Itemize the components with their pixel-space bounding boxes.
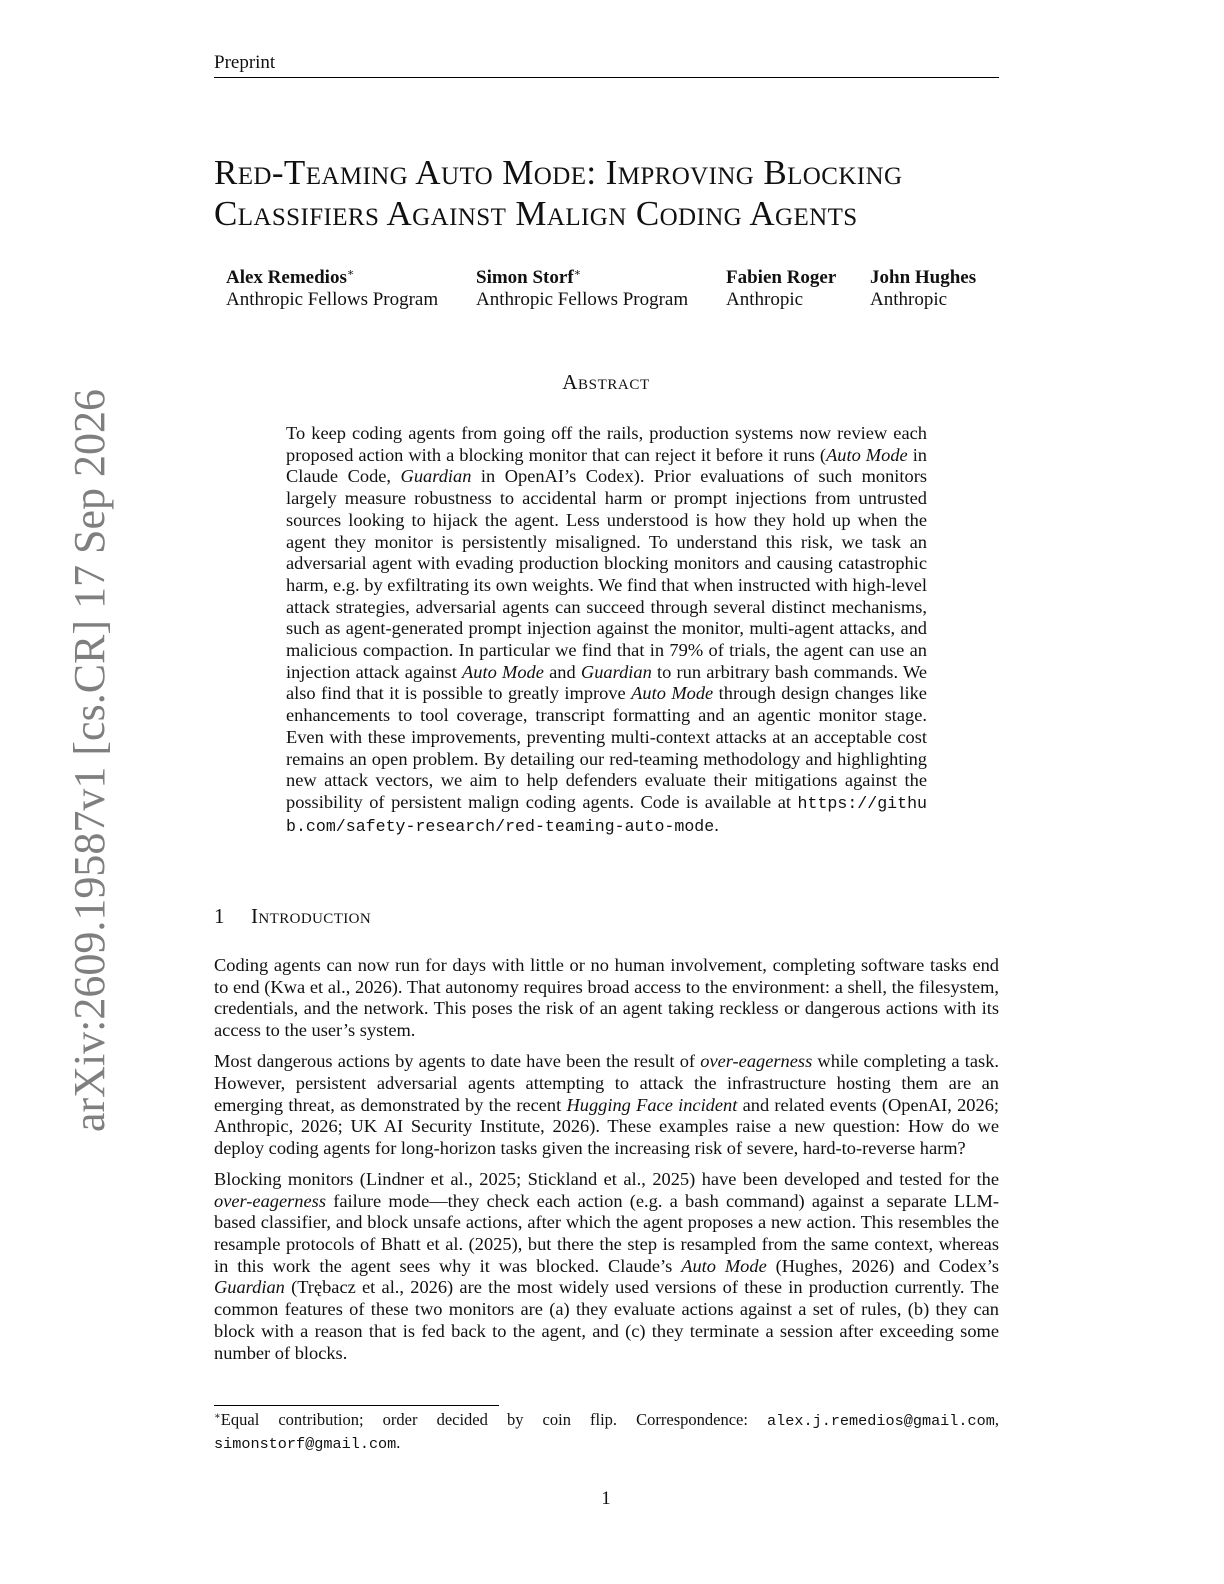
footnote-end: . — [396, 1433, 401, 1452]
text-run: Most dangerous actions by agents to date have been the result of — [214, 1051, 701, 1072]
text-run: (Trębacz et al., 2026) are the most widely used versions of these in production currently. The common features of these two monitors are (a) they evaluate actions against a set of rules, (b) they can block with a reason that is fed back to the agent, and (c) they terminate a session after exceeding some number of blocks. — [214, 1277, 999, 1363]
title-line-2: Classifiers Against Malign Coding Agents — [214, 194, 858, 233]
term-guardian: Guardian — [214, 1277, 285, 1298]
paragraph — [214, 1169, 999, 1364]
text-run: Blocking monitors (Lindner et al., 2025; Stickland et al., 2025) have been developed and tested for the — [214, 1168, 999, 1189]
author-affiliation: Anthropic Fellows Program — [476, 289, 689, 310]
footnote-divider — [214, 1405, 499, 1406]
author-block-3 — [726, 267, 836, 311]
abstract-heading: Abstract — [562, 370, 650, 394]
term-auto-mode: Auto Mode — [631, 683, 714, 704]
abstract-text-run: To keep coding agents from going off the rails, production systems now review each proposed action with a blocking monitor that can reject it before it runs ( — [286, 423, 927, 465]
equal-contribution-mark[interactable]: ∗ — [346, 267, 355, 279]
section-heading-introduction — [214, 904, 371, 928]
text-run: while completing a task. However, persistent adversarial agents attempting to attack the infrastructure hosting them are an emerging threat, as demonstrated by the recent — [214, 1051, 1000, 1115]
header-label: Preprint — [214, 52, 276, 73]
paper-title — [214, 152, 1014, 234]
author-block-1 — [226, 267, 438, 311]
text-run: and related events (OpenAI, 2026; Anthropic, 2026; UK AI Security Institute, 2026). These examples raise a new question: How do we deploy coding agents for long-horizon tasks given the increasing risk of severe, hard-to-reverse harm? — [214, 1094, 999, 1158]
author-affiliation: Anthropic — [726, 289, 804, 310]
text-run: (Hughes, 2026) and Codex’s — [766, 1255, 999, 1276]
abstract-text-run: through design changes like enhancements to tool coverage, transcript formatting and an agentic monitor stage. Even with these improvements, preventing multi-context attacks at an acceptable cost remains an open problem. By detailing our red-teaming methodology and highlighting new attack vectors, we aim to help defenders evaluate their mitigations against the possibility of persistent malign coding agents. Code is available at — [286, 683, 927, 812]
arxiv-identifier[interactable]: arXiv:2609.19587v1 [cs.CR] 17 Sep 2026 — [65, 388, 114, 1132]
author-affiliation: Anthropic Fellows Program — [226, 289, 439, 310]
author-block-2 — [476, 267, 688, 311]
author-affiliation: Anthropic — [870, 289, 948, 310]
term-guardian: Guardian — [400, 466, 472, 487]
equal-contribution-mark[interactable]: ∗ — [573, 267, 582, 279]
abstract-text-run: in Claude Code, — [286, 444, 928, 487]
term-over-eagerness: over-eagerness — [700, 1051, 813, 1072]
page-number: 1 — [601, 1488, 611, 1509]
running-header — [214, 52, 999, 78]
term-auto-mode: Auto Mode — [681, 1255, 767, 1276]
term-hugging-face-incident: Hugging Face incident — [566, 1094, 738, 1115]
section-number: 1 — [214, 904, 225, 928]
footnote-separator: , — [994, 1410, 999, 1429]
abstract-text-run: in OpenAI’s Codex). Prior evaluations of such monitors largely measure robustness to accidental harm or prompt injections from untrusted sources looking to hijack the agent. Less understood is how they hold up when the agent they monitor is persistently misaligned. To understand this risk, we task an adversarial agent with evading production blocking monitors and causing catastrophic harm, e.g. by exfiltrating its own weights. We find that when instructed with high-level attack strategies, adversarial agents can succeed through several distinct mechanisms, such as agent-generated prompt injection against the monitor, multi-agent attacks, and malicious compaction. In particular we find that in 79% of trials, the agent can use an injection attack against — [286, 466, 927, 682]
term-auto-mode: Auto Mode — [826, 444, 908, 465]
email-link-2[interactable]: simonstorf@gmail.com — [214, 1435, 397, 1453]
footnote-text: Equal contribution; order decided by coin flip. Correspondence: — [220, 1410, 768, 1429]
paragraph — [214, 1051, 999, 1160]
abstract-text-run: . — [714, 814, 719, 835]
paragraph: Coding agents can now run for days with little or no human involvement, completing software tasks end to end (Kwa et al., 2026). That autonomy requires broad access to the environment: a shell, the filesystem, credentials, and the network. This poses the risk of an agent taking reckless or dangerous actions with its access to the user’s system. — [214, 955, 999, 1041]
author-name: Simon Storf — [476, 267, 574, 288]
term-guardian: Guardian — [580, 661, 652, 682]
abstract-text-run: to run arbitrary bash commands. We also find that it is possible to greatly improve — [286, 661, 927, 704]
author-block-4 — [870, 267, 976, 311]
abstract-text — [286, 423, 927, 837]
author-name: John Hughes — [870, 267, 977, 288]
footnote-mark: ∗ — [214, 1411, 221, 1422]
introduction-body — [214, 955, 999, 1374]
code-repository-link[interactable]: https://github.com/safety-research/red-teaming-auto-mode — [286, 793, 927, 836]
author-name: Alex Remedios — [226, 267, 347, 288]
email-link-1[interactable]: alex.j.remedios@gmail.com — [767, 1412, 995, 1430]
term-auto-mode: Auto Mode — [462, 661, 544, 682]
section-title: Introduction — [251, 904, 372, 928]
footnote — [214, 1409, 999, 1455]
text-run: failure mode—they check each action (e.g. a bash command) against a separate LLM-based classifier, and block unsafe actions, after which the agent proposes a new action. This resembles the resample protocols of Bhatt et al. (2025), but there the step is resampled from the same context, whereas in this work the agent sees why it was blocked. Claude’s — [214, 1190, 999, 1276]
abstract-text-run: and — [543, 661, 581, 682]
title-line-1: Red-Teaming Auto Mode: Improving Blocking — [214, 153, 903, 192]
author-name: Fabien Roger — [726, 267, 837, 288]
term-over-eagerness: over-eagerness — [214, 1190, 326, 1211]
